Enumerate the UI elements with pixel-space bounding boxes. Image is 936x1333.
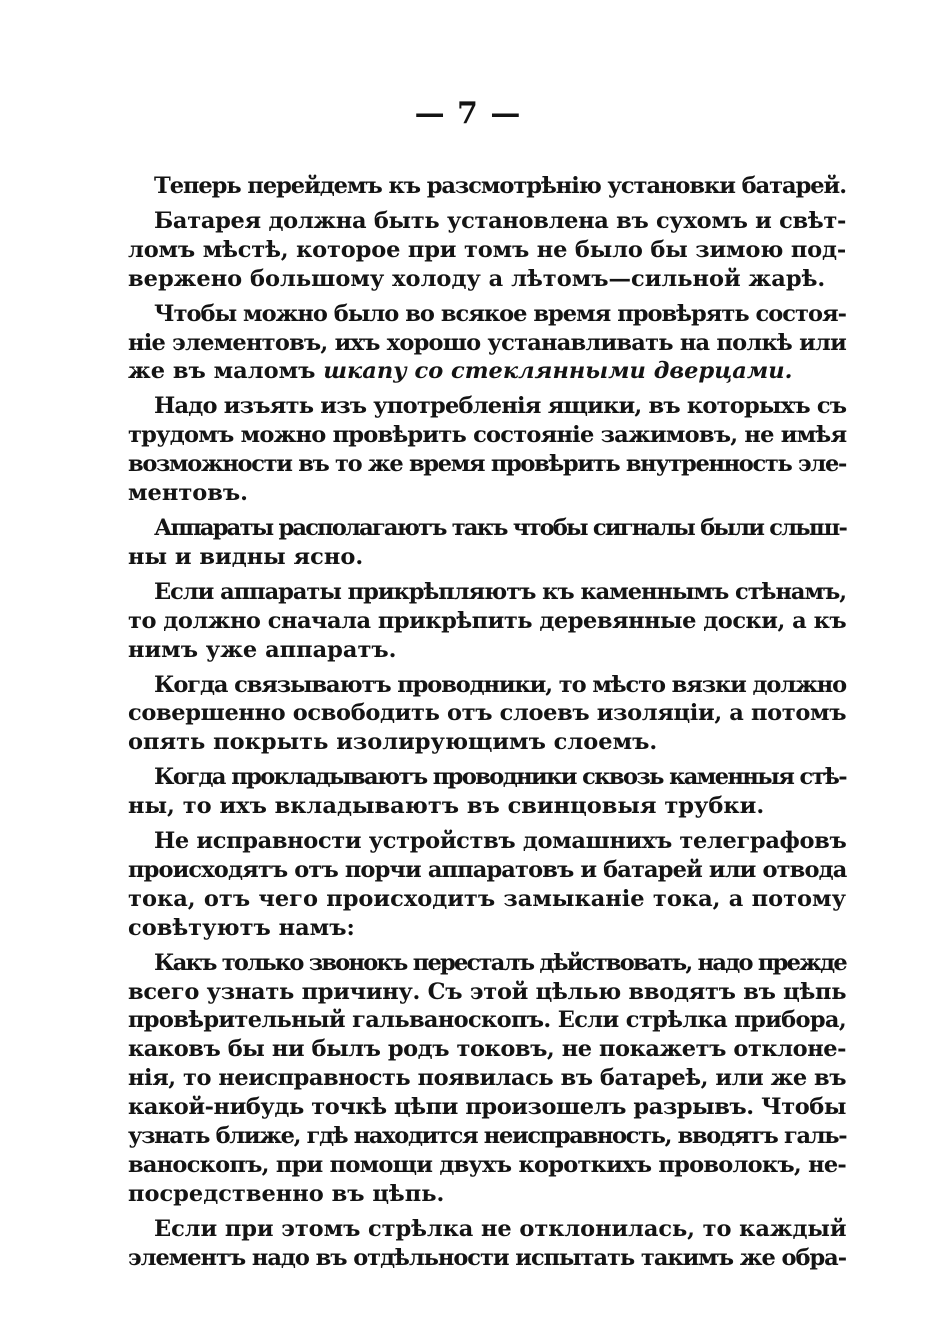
- text-line: Какъ только звонокъ пересталъ дѣйствовать, надо прежде: [154, 949, 846, 976]
- text-line: ны, то ихъ вкладываютъ въ свинцовыя трубки.: [128, 793, 765, 820]
- text-line: Не исправности устройствъ домашнихъ телеграфовъ: [154, 828, 847, 855]
- text-line: ваноскопъ, при помощи двухъ короткихъ проволокъ, не-: [128, 1152, 846, 1178]
- text-line: то должно сначала прикрѣпить деревянные доски, а къ: [128, 607, 847, 634]
- text-line: ломъ мѣстѣ, которое при томъ не было бы зимою под-: [128, 236, 846, 263]
- text-plain: же въ маломъ: [128, 358, 324, 385]
- paragraph: [128, 392, 846, 508]
- text-line: совершенно освободить отъ слоевъ изоляціи, а потомъ: [128, 700, 847, 727]
- paragraph: [128, 172, 846, 201]
- text-line: всего узнать причину. Съ этой цѣлью вводятъ въ цѣпь: [128, 978, 847, 1005]
- text-line: Батарея должна быть установлена въ сухомъ и свѣт-: [154, 207, 846, 234]
- paragraph: [128, 207, 846, 294]
- italic-phrase: шкапу со стеклянными дверцами.: [323, 358, 793, 385]
- text-line: [128, 357, 846, 386]
- text-line: Если аппараты прикрѣпляютъ къ каменнымъ стѣнамъ,: [154, 578, 847, 605]
- text-line: Когда прокладываютъ проводники сквозь каменныя стѣ-: [154, 764, 846, 791]
- text-line: нія, то неисправность появилась въ батареѣ, или же въ: [128, 1065, 846, 1092]
- paragraph: [128, 1215, 846, 1273]
- text-line: происходятъ отъ порчи аппаратовъ и батарей или отвода: [128, 856, 847, 883]
- paragraph: [128, 300, 846, 387]
- text-line: нимъ уже аппаратъ.: [128, 636, 397, 663]
- text-line: вержено большому холоду а лѣтомъ—сильной жарѣ.: [128, 265, 826, 292]
- paragraph: [128, 827, 846, 943]
- text-line: ны и видны ясно.: [128, 543, 364, 570]
- text-line: какой-нибудь точкѣ цѣпи произошелъ разрывъ. Чтобы: [128, 1094, 846, 1121]
- text-line: Теперь перейдемъ къ разсмотрѣнію установки батарей.: [154, 173, 847, 199]
- paragraph: [128, 949, 846, 1209]
- text-line: ментовъ.: [128, 480, 249, 507]
- text-line: совѣтуютъ намъ:: [128, 914, 355, 941]
- text-line: провѣрительный гальваноскопъ. Если стрѣлка прибора,: [128, 1007, 846, 1034]
- text-line: Аппараты располагаютъ такъ чтобы сигналы были слыш-: [154, 514, 846, 541]
- paragraph: [128, 514, 846, 572]
- text-line: узнать ближе, гдѣ находится неисправность, вводятъ галь-: [128, 1123, 847, 1150]
- text-line: каковъ бы ни былъ родъ токовъ, не покажетъ отклоне-: [128, 1036, 846, 1063]
- text-line: трудомъ можно провѣрить состояніе зажимовъ, не имѣя: [128, 422, 847, 449]
- text-line: опять покрыть изолирующимъ слоемъ.: [128, 729, 658, 756]
- text-line: Чтобы можно было во всякое время провѣрять состоя-: [154, 300, 846, 327]
- text-line: ніе элементовъ, ихъ хорошо устанавливать на полкѣ или: [128, 329, 846, 356]
- page-number: — 7 —: [414, 96, 522, 131]
- text-line: посредственно въ цѣпь.: [128, 1180, 445, 1207]
- paragraph: [128, 763, 846, 821]
- text-line: Если при этомъ стрѣлка не отклонилась, то каждый: [154, 1215, 847, 1242]
- text-line: Когда связываютъ проводники, то мѣсто вязки должно: [154, 671, 846, 698]
- paragraph: [128, 578, 846, 665]
- text-line: элементъ надо въ отдѣльности испытать такимъ же обра-: [128, 1244, 846, 1271]
- body-text: [128, 172, 846, 1279]
- text-line: возможности въ то же время провѣрить внутренность эле-: [128, 451, 846, 478]
- text-line: Надо изъять изъ употребленія ящики, въ которыхъ съ: [154, 393, 847, 420]
- paragraph: [128, 671, 846, 758]
- text-line: тока, отъ чего происходитъ замыканіе тока, а потому: [128, 885, 846, 912]
